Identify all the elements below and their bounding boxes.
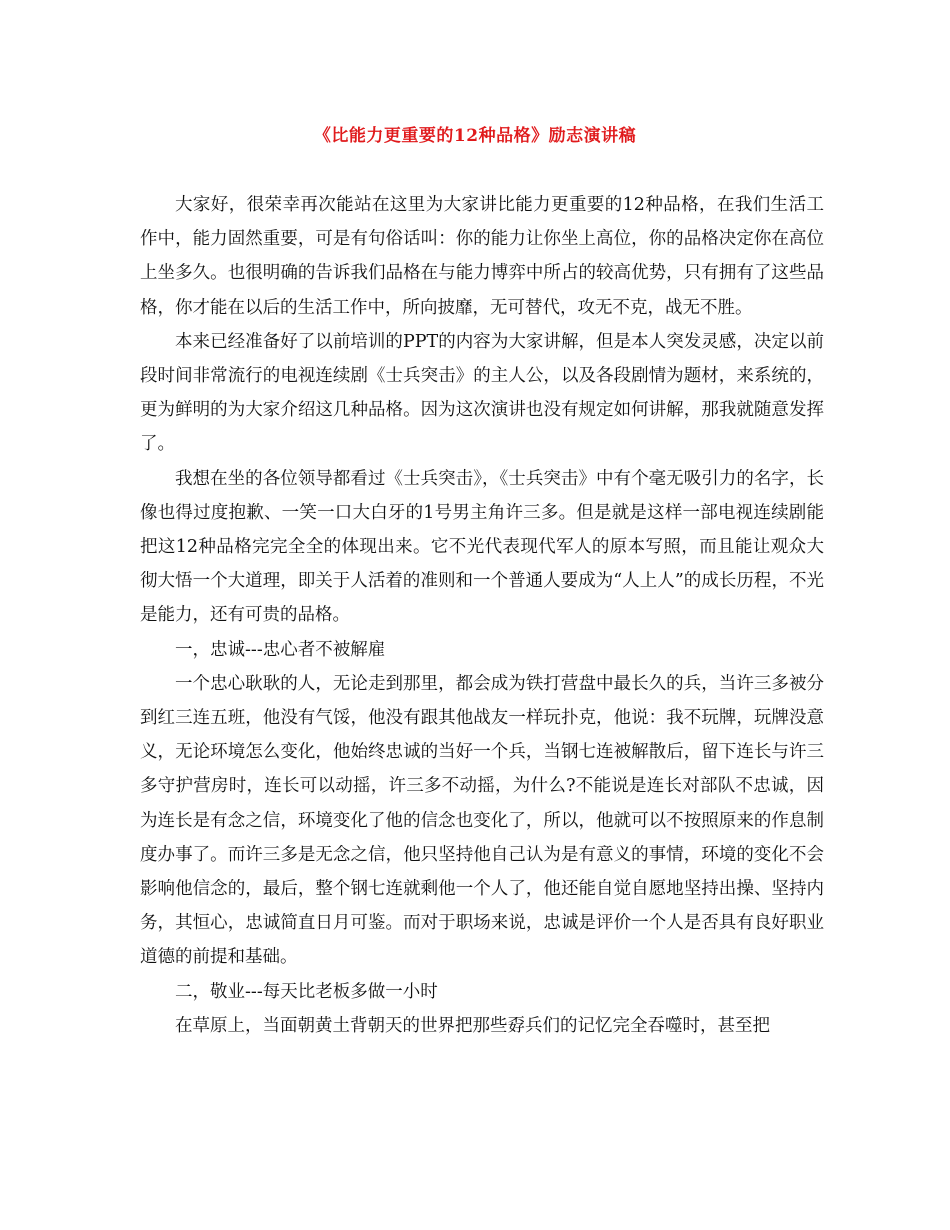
paragraph-soldier-story: 我想在坐的各位领导都看过《士兵突击》，《士兵突击》中有个毫无吸引力的名字，长像也得过度抱歉、一笑一口大白牙的1号男主角许三多。但是就是这样一部电视连续剧能把这12种品格完完全全的体现出来。它不光代表现代军人的原本写照，而且能让观众大彻大悟一个大道理，即关于人活着的准则和一个普通人要成为“人上人”的成长历程，不光是能力，还有可贵的品格。 — [140, 468, 824, 626]
section-heading-loyalty: 一，忠诚---忠心者不被解雇 — [175, 639, 386, 660]
paragraph-loyalty: 一个忠心耿耿的人，无论走到那里，都会成为铁打营盘中最长久的兵，当许三多被分到红三连五班，他没有气馁，他没有跟其他战友一样玩扑克，他说：我不玩牌，玩牌没意义，无论环境怎么变化，他始终忠诚的当好一个兵，当钢七连被解散后，留下连长与许三多守护营房时，连长可以动摇，许三多不动摇，为什么?不能说是连长对部队不忠诚，因为连长是有念之信，环境变化了他的信念也变化了，所以，他就可以不按照原来的作息制度办事了。而许三多是无念之信，他只坚持他自己认为是有意义的事情，环境的变化不会影响他信念的，最后，整个钢七连就剩他一个人了，他还能自觉自愿地坚持出操、坚持内务，其恒心，忠诚简直日月可鉴。而对于职场来说，忠诚是评价一个人是否具有良好职业道德的前提和基础。 — [140, 673, 824, 968]
paragraph-background: 本来已经准备好了以前培训的PPT的内容为大家讲解，但是本人突发灵感，决定以前段时间非常流行的电视连续剧《士兵突击》的主人公，以及各段剧情为题材，来系统的，更为鲜明的为大家介绍这几种品格。因为这次演讲也没有规定如何讲解，那我就随意发挥了。 — [140, 331, 824, 455]
document-title: 《比能力更重要的12种品格》励志演讲稿 — [313, 126, 637, 146]
paragraph-intro: 大家好，很荣幸再次能站在这里为大家讲比能力更重要的12种品格，在我们生活工作中，能力固然重要，可是有句俗话叫：你的能力让你坐上高位，你的品格决定你在高位上坐多久。也很明确的告诉我们品格在与能力博弈中所占的较高优势，只有拥有了这些品格，你才能在以后的生活工作中，所向披靡，无可替代，攻无不克，战无不胜。 — [140, 195, 824, 318]
paragraph-dedication: 在草原上，当面朝黄土背朝天的世界把那些孬兵们的记忆完全吞噬时，甚至把 — [175, 1015, 770, 1036]
document-body — [140, 188, 824, 1043]
section-heading-dedication: 二，敬业---每天比老板多做一小时 — [175, 981, 438, 1002]
